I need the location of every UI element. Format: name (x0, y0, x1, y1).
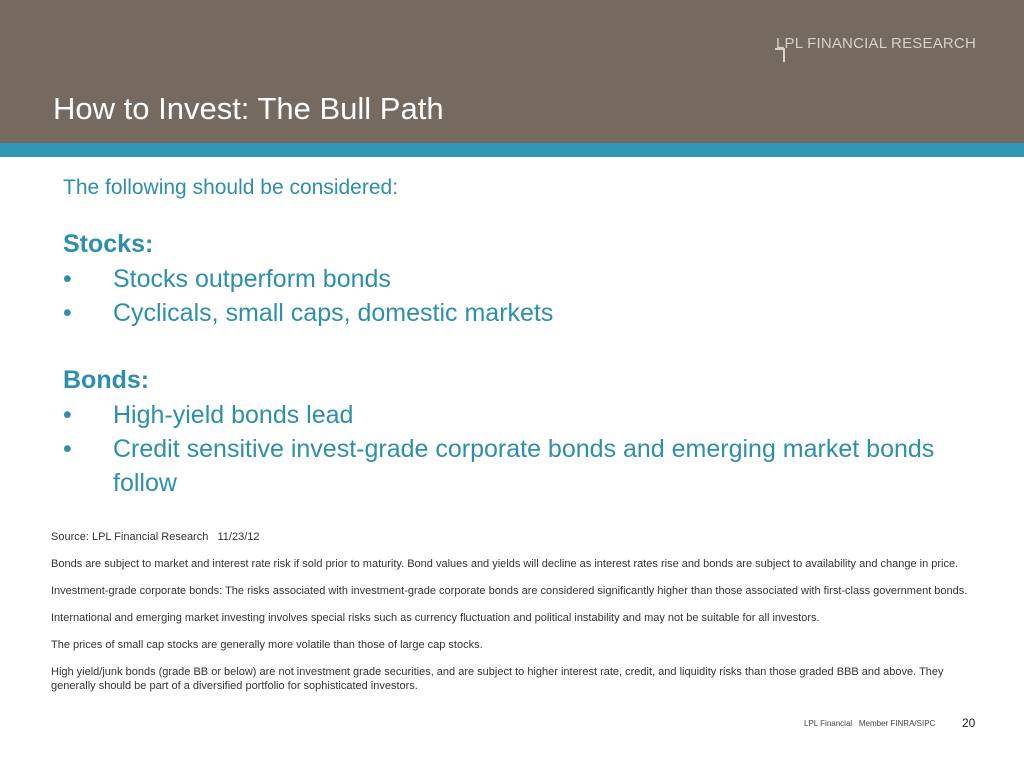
stocks-heading: Stocks: (63, 230, 154, 258)
bonds-heading: Bonds: (63, 366, 150, 394)
source-note: Source: LPL Financial Research 11/23/12 (51, 531, 260, 543)
slide-content (63, 172, 983, 500)
list-item: • Credit sensitive invest-grade corporate bonds and emerging market bonds follow (63, 432, 983, 500)
bullet-icon: • (63, 265, 72, 293)
intro-text: The following should be considered: (63, 176, 399, 199)
list-item: • High-yield bonds lead (63, 398, 983, 432)
footer-disclosure: LPL Financial Member FINRA/SIPC (804, 719, 936, 728)
page-number: 20 (962, 716, 976, 730)
accent-bar (0, 143, 1024, 157)
list-item: • Stocks outperform bonds (63, 262, 983, 296)
disclosure-note: Investment-grade corporate bonds: The risks associated with investment-grade corporate bonds are considered significantly higher than those associated with first-class government bonds. (51, 585, 968, 597)
disclosure-note: Bonds are subject to market and interest rate risk if sold prior to maturity. Bond values and yields will decline as interest rates rise and bonds are subject to availability and change in price. (51, 558, 959, 570)
slide-header (0, 0, 1024, 143)
bullet-icon: • (63, 401, 72, 429)
list-item: • Cyclicals, small caps, domestic markets (63, 296, 983, 330)
disclosure-note: High yield/junk bonds (grade BB or below) are not investment grade securities, and are subject to higher interest rate, credit, and liquidity risks than those graded BBB and above. They generally should be part of a diversified portfolio for sophisticated investors. (51, 666, 944, 692)
bullet-icon: • (63, 299, 72, 327)
bullet-icon: • (63, 435, 72, 463)
disclosure-note: The prices of small cap stocks are generally more volatile than those of large cap stocks. (51, 639, 483, 651)
brand-label: LPL FINANCIAL RESEARCH (775, 35, 976, 52)
stocks-list (63, 262, 983, 330)
slide-title: How to Invest: The Bull Path (53, 91, 444, 126)
footnotes (51, 530, 971, 706)
bonds-list (63, 398, 983, 500)
disclosure-note: International and emerging market investing involves special risks such as currency fluctuation and political instability and may not be suitable for all investors. (51, 612, 820, 624)
